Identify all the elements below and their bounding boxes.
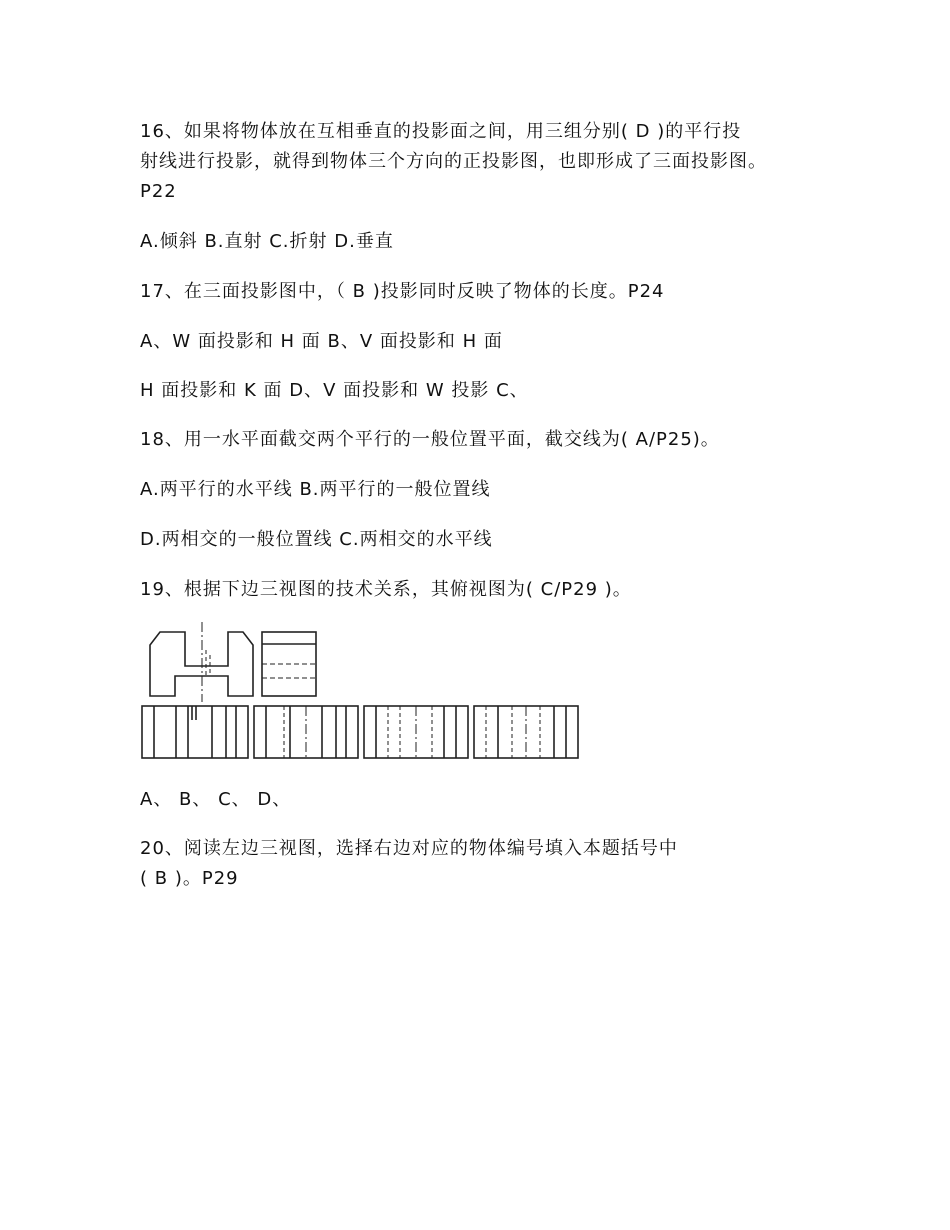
q19-option-labels: A、 B、 C、 D、: [140, 789, 292, 810]
q20-line-2: ( B )。P29: [140, 868, 239, 889]
q18-question: 18、用一水平面截交两个平行的一般位置平面，截交线为( A/P25)。: [140, 429, 720, 450]
q20-line-1: 20、阅读左边三视图，选择右边对应的物体编号填入本题括号中: [140, 838, 678, 859]
q17-options-2: H 面投影和 K 面 D、V 面投影和 W 投影 C、: [140, 380, 529, 401]
q18-options-1: A.两平行的水平线 B.两平行的一般位置线: [140, 479, 491, 500]
option-a-top-view: [142, 706, 248, 758]
q17-options-1: A、W 面投影和 H 面 B、V 面投影和 H 面: [140, 331, 503, 352]
q16-line-2: 射线进行投影，就得到物体三个方向的正投影图，也即形成了三面投影图。: [140, 151, 767, 172]
q16-options: A.倾斜 B.直射 C.折射 D.垂直: [140, 231, 394, 252]
q19-question: 19、根据下边三视图的技术关系，其俯视图为( C/P29 )。: [140, 579, 632, 600]
q16-line-3: P22: [140, 181, 177, 202]
q18-options-2: D.两相交的一般位置线 C.两相交的水平线: [140, 529, 493, 550]
q17-question: 17、在三面投影图中，（ B )投影同时反映了物体的长度。P24: [140, 281, 665, 302]
q16-line-1: 16、如果将物体放在互相垂直的投影面之间，用三组分别( D )的平行投: [140, 121, 742, 142]
three-view-figure: [140, 620, 580, 762]
